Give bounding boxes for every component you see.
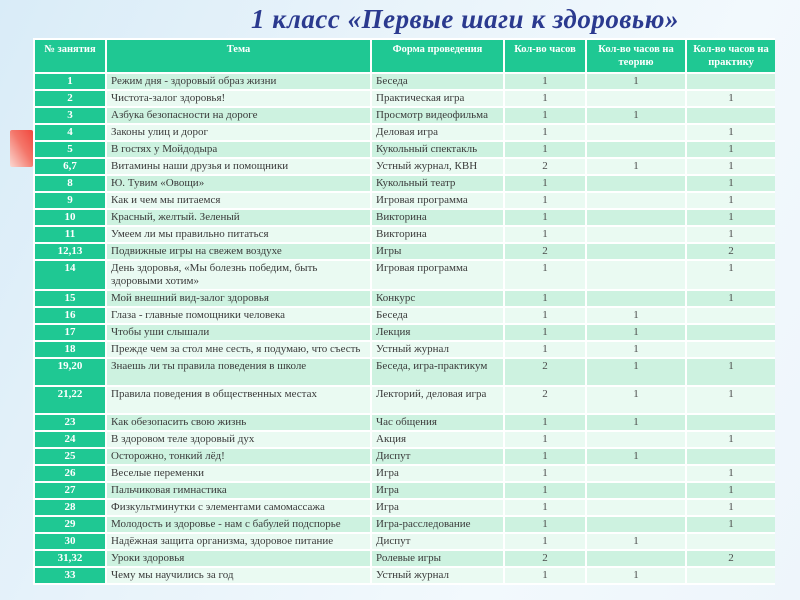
- form-cell: Игры: [372, 244, 503, 259]
- form-cell: Конкурс: [372, 291, 503, 306]
- form-cell: Устный журнал: [372, 568, 503, 583]
- practice-hours-cell: 1: [687, 159, 775, 174]
- theory-hours-cell: [587, 291, 685, 306]
- table-row: [35, 387, 773, 413]
- table-row: [35, 244, 773, 259]
- slide-title: 1 класс «Первые шаги к здоровью»: [251, 4, 679, 34]
- practice-hours-cell: [687, 325, 775, 340]
- table-row: [35, 500, 773, 515]
- table-row: [35, 551, 773, 566]
- hours-cell: 1: [505, 125, 585, 140]
- topic-cell: Прежде чем за стол мне сесть, я подумаю, что съесть: [107, 342, 370, 357]
- form-cell: Беседа: [372, 308, 503, 323]
- theory-hours-cell: [587, 261, 685, 289]
- theory-hours-cell: 1: [587, 387, 685, 413]
- table-row: [35, 193, 773, 208]
- lesson-number-cell: 14: [35, 261, 105, 289]
- theory-hours-cell: 1: [587, 325, 685, 340]
- form-cell: Практическая игра: [372, 91, 503, 106]
- form-cell: Игровая программа: [372, 261, 503, 289]
- topic-cell: Как обезопасить свою жизнь: [107, 415, 370, 430]
- topic-cell: Уроки здоровья: [107, 551, 370, 566]
- form-cell: Час общения: [372, 415, 503, 430]
- form-cell: Игра: [372, 483, 503, 498]
- practice-hours-cell: [687, 74, 775, 89]
- topic-cell: Чистота-залог здоровья!: [107, 91, 370, 106]
- practice-hours-cell: [687, 308, 775, 323]
- lesson-number-cell: 31,32: [35, 551, 105, 566]
- form-cell: Просмотр видеофильма: [372, 108, 503, 123]
- table-row: [35, 210, 773, 225]
- form-cell: Акция: [372, 432, 503, 447]
- theory-hours-cell: 1: [587, 308, 685, 323]
- lesson-number-cell: 5: [35, 142, 105, 157]
- lesson-number-cell: 19,20: [35, 359, 105, 385]
- practice-hours-cell: 1: [687, 483, 775, 498]
- lesson-number-cell: 28: [35, 500, 105, 515]
- practice-hours-cell: 1: [687, 359, 775, 385]
- topic-cell: Чему мы научились за год: [107, 568, 370, 583]
- col-header-lesson-number: № занятия: [35, 40, 105, 72]
- practice-hours-cell: 1: [687, 517, 775, 532]
- topic-cell: Умеем ли мы правильно питаться: [107, 227, 370, 242]
- topic-cell: Пальчиковая гимнастика: [107, 483, 370, 498]
- practice-hours-cell: 1: [687, 227, 775, 242]
- theory-hours-cell: [587, 91, 685, 106]
- form-cell: Игра: [372, 500, 503, 515]
- lesson-number-cell: 23: [35, 415, 105, 430]
- table-row: [35, 449, 773, 464]
- theory-hours-cell: [587, 193, 685, 208]
- topic-cell: Ю. Тувим «Овощи»: [107, 176, 370, 191]
- col-header-hours: Кол-во часов: [505, 40, 585, 72]
- practice-hours-cell: [687, 534, 775, 549]
- practice-hours-cell: 2: [687, 551, 775, 566]
- table-row: [35, 108, 773, 123]
- form-cell: Игра: [372, 466, 503, 481]
- form-cell: Беседа, игра-практикум: [372, 359, 503, 385]
- hours-cell: 1: [505, 500, 585, 515]
- form-cell: Деловая игра: [372, 125, 503, 140]
- table-row: [35, 227, 773, 242]
- table-row: [35, 568, 773, 583]
- topic-cell: Витамины наши друзья и помощники: [107, 159, 370, 174]
- hours-cell: 1: [505, 483, 585, 498]
- hours-cell: 1: [505, 261, 585, 289]
- col-header-topic: Тема: [107, 40, 370, 72]
- form-cell: Ролевые игры: [372, 551, 503, 566]
- topic-cell: Красный, желтый. Зеленый: [107, 210, 370, 225]
- practice-hours-cell: 1: [687, 500, 775, 515]
- theory-hours-cell: 1: [587, 108, 685, 123]
- theory-hours-cell: 1: [587, 74, 685, 89]
- table-header-row: [35, 40, 773, 72]
- practice-hours-cell: 1: [687, 142, 775, 157]
- theory-hours-cell: [587, 244, 685, 259]
- topic-cell: Осторожно, тонкий лёд!: [107, 449, 370, 464]
- lesson-number-cell: 6,7: [35, 159, 105, 174]
- form-cell: Викторина: [372, 227, 503, 242]
- lesson-number-cell: 30: [35, 534, 105, 549]
- lesson-number-cell: 25: [35, 449, 105, 464]
- hours-cell: 1: [505, 466, 585, 481]
- table-row: [35, 91, 773, 106]
- lesson-number-cell: 27: [35, 483, 105, 498]
- hours-cell: 1: [505, 74, 585, 89]
- table-row: [35, 74, 773, 89]
- topic-cell: Мой внешний вид-залог здоровья: [107, 291, 370, 306]
- topic-cell: Законы улиц и дорог: [107, 125, 370, 140]
- table-row: [35, 142, 773, 157]
- hours-cell: 1: [505, 432, 585, 447]
- topic-cell: Азбука безопасности на дороге: [107, 108, 370, 123]
- theory-hours-cell: 1: [587, 359, 685, 385]
- practice-hours-cell: 1: [687, 193, 775, 208]
- red-accent-shape: [10, 130, 33, 167]
- theory-hours-cell: [587, 176, 685, 191]
- topic-cell: Правила поведения в общественных местах: [107, 387, 370, 413]
- hours-cell: 2: [505, 551, 585, 566]
- form-cell: Устный журнал: [372, 342, 503, 357]
- topic-cell: В здоровом теле здоровый дух: [107, 432, 370, 447]
- topic-cell: Чтобы уши слышали: [107, 325, 370, 340]
- lesson-number-cell: 18: [35, 342, 105, 357]
- table-row: [35, 432, 773, 447]
- topic-cell: Знаешь ли ты правила поведения в школе: [107, 359, 370, 385]
- hours-cell: 1: [505, 449, 585, 464]
- hours-cell: 1: [505, 568, 585, 583]
- form-cell: Беседа: [372, 74, 503, 89]
- hours-cell: 1: [505, 227, 585, 242]
- lesson-number-cell: 2: [35, 91, 105, 106]
- lesson-number-cell: 11: [35, 227, 105, 242]
- theory-hours-cell: 1: [587, 449, 685, 464]
- topic-cell: Молодость и здоровье - нам с бабулей подспорье: [107, 517, 370, 532]
- theory-hours-cell: 1: [587, 415, 685, 430]
- theory-hours-cell: [587, 517, 685, 532]
- table-row: [35, 359, 773, 385]
- hours-cell: 1: [505, 91, 585, 106]
- lesson-number-cell: 26: [35, 466, 105, 481]
- hours-cell: 2: [505, 159, 585, 174]
- lesson-number-cell: 9: [35, 193, 105, 208]
- table-row: [35, 261, 773, 289]
- topic-cell: Физкультминутки с элементами самомассажа: [107, 500, 370, 515]
- practice-hours-cell: 1: [687, 466, 775, 481]
- topic-cell: В гостях у Мойдодыра: [107, 142, 370, 157]
- hours-cell: 1: [505, 108, 585, 123]
- practice-hours-cell: [687, 108, 775, 123]
- form-cell: Кукольный театр: [372, 176, 503, 191]
- table-row: [35, 534, 773, 549]
- table-row: [35, 159, 773, 174]
- practice-hours-cell: 1: [687, 432, 775, 447]
- hours-cell: 1: [505, 342, 585, 357]
- hours-cell: 1: [505, 325, 585, 340]
- form-cell: Игра-расследование: [372, 517, 503, 532]
- hours-cell: 2: [505, 244, 585, 259]
- practice-hours-cell: 1: [687, 291, 775, 306]
- theory-hours-cell: 1: [587, 568, 685, 583]
- practice-hours-cell: 2: [687, 244, 775, 259]
- form-cell: Лекция: [372, 325, 503, 340]
- theory-hours-cell: [587, 432, 685, 447]
- lesson-number-cell: 4: [35, 125, 105, 140]
- hours-cell: 1: [505, 534, 585, 549]
- practice-hours-cell: 1: [687, 387, 775, 413]
- topic-cell: Глаза - главные помощники человека: [107, 308, 370, 323]
- lesson-number-cell: 3: [35, 108, 105, 123]
- hours-cell: 1: [505, 142, 585, 157]
- form-cell: Кукольный спектакль: [372, 142, 503, 157]
- form-cell: Диспут: [372, 449, 503, 464]
- topic-cell: Режим дня - здоровый образ жизни: [107, 74, 370, 89]
- form-cell: Диспут: [372, 534, 503, 549]
- lesson-number-cell: 17: [35, 325, 105, 340]
- practice-hours-cell: 1: [687, 91, 775, 106]
- table-row: [35, 517, 773, 532]
- hours-cell: 1: [505, 291, 585, 306]
- lesson-number-cell: 21,22: [35, 387, 105, 413]
- lesson-number-cell: 33: [35, 568, 105, 583]
- lesson-schedule-table: [33, 38, 775, 585]
- table-row: [35, 308, 773, 323]
- theory-hours-cell: [587, 227, 685, 242]
- theory-hours-cell: [587, 210, 685, 225]
- lesson-number-cell: 8: [35, 176, 105, 191]
- theory-hours-cell: [587, 500, 685, 515]
- hours-cell: 1: [505, 193, 585, 208]
- table-row: [35, 176, 773, 191]
- topic-cell: Как и чем мы питаемся: [107, 193, 370, 208]
- theory-hours-cell: [587, 125, 685, 140]
- lesson-number-cell: 29: [35, 517, 105, 532]
- practice-hours-cell: 1: [687, 176, 775, 191]
- practice-hours-cell: 1: [687, 261, 775, 289]
- lesson-number-cell: 15: [35, 291, 105, 306]
- lesson-number-cell: 10: [35, 210, 105, 225]
- table-row: [35, 291, 773, 306]
- theory-hours-cell: 1: [587, 159, 685, 174]
- col-header-practice-hours: Кол-во часов на практику: [687, 40, 775, 72]
- theory-hours-cell: [587, 466, 685, 481]
- col-header-form: Форма проведения: [372, 40, 503, 72]
- topic-cell: Подвижные игры на свежем воздухе: [107, 244, 370, 259]
- table-row: [35, 325, 773, 340]
- practice-hours-cell: 1: [687, 125, 775, 140]
- practice-hours-cell: 1: [687, 210, 775, 225]
- form-cell: Викторина: [372, 210, 503, 225]
- hours-cell: 1: [505, 415, 585, 430]
- form-cell: Устный журнал, КВН: [372, 159, 503, 174]
- form-cell: Лекторий, деловая игра: [372, 387, 503, 413]
- theory-hours-cell: 1: [587, 342, 685, 357]
- hours-cell: 1: [505, 517, 585, 532]
- form-cell: Игровая программа: [372, 193, 503, 208]
- lesson-number-cell: 16: [35, 308, 105, 323]
- lesson-number-cell: 24: [35, 432, 105, 447]
- hours-cell: 2: [505, 387, 585, 413]
- col-header-theory-hours: Кол-во часов на теорию: [587, 40, 685, 72]
- table-row: [35, 466, 773, 481]
- table-row: [35, 125, 773, 140]
- theory-hours-cell: [587, 483, 685, 498]
- theory-hours-cell: [587, 551, 685, 566]
- lesson-number-cell: 12,13: [35, 244, 105, 259]
- theory-hours-cell: 1: [587, 534, 685, 549]
- hours-cell: 2: [505, 359, 585, 385]
- topic-cell: Надёжная защита организма, здоровое питание: [107, 534, 370, 549]
- practice-hours-cell: [687, 415, 775, 430]
- topic-cell: День здоровья, «Мы болезнь победим, быть здоровыми хотим»: [107, 261, 370, 289]
- hours-cell: 1: [505, 176, 585, 191]
- table-row: [35, 415, 773, 430]
- topic-cell: Веселые переменки: [107, 466, 370, 481]
- table-body: [35, 74, 773, 583]
- hours-cell: 1: [505, 210, 585, 225]
- lesson-number-cell: 1: [35, 74, 105, 89]
- hours-cell: 1: [505, 308, 585, 323]
- theory-hours-cell: [587, 142, 685, 157]
- practice-hours-cell: [687, 342, 775, 357]
- practice-hours-cell: [687, 568, 775, 583]
- table-row: [35, 483, 773, 498]
- table-row: [35, 342, 773, 357]
- practice-hours-cell: [687, 449, 775, 464]
